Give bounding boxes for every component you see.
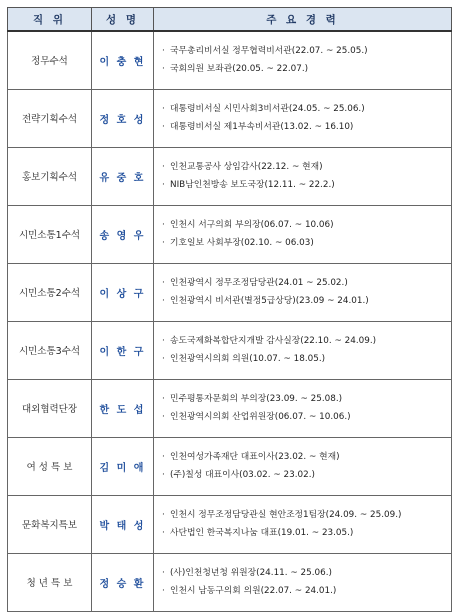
bullet-icon: ·: [162, 336, 165, 346]
table-row: [8, 205, 452, 263]
career-item: [162, 524, 451, 542]
career-text: 인천시 남동구의회 의원(22.07. ~ 24.01.): [170, 586, 337, 596]
bullet-icon: ·: [162, 354, 165, 364]
career-cell: [154, 89, 452, 147]
career-text: 인천시 정무조정담당관실 현안조정1팀장(24.09. ~ 25.09.): [170, 510, 402, 520]
bullet-icon: ·: [162, 394, 165, 404]
bullet-icon: ·: [162, 470, 165, 480]
header-position: 직 위: [8, 8, 92, 32]
career-cell: [154, 379, 452, 437]
bullet-icon: ·: [162, 238, 165, 248]
table-row: [8, 263, 452, 321]
table-body: [8, 31, 452, 611]
officials-table: [7, 7, 452, 612]
career-text: 인천광역시 비서관(별정5급상당)(23.09 ~ 24.01.): [170, 296, 369, 306]
table-row: [8, 437, 452, 495]
career-cell: [154, 31, 452, 89]
career-text: 국무총리비서실 정무협력비서관(22.07. ~ 25.05.): [170, 46, 368, 57]
table-row: [8, 321, 452, 379]
name-cell: 이 한 구: [92, 321, 154, 379]
career-item: [162, 448, 451, 466]
career-item: [162, 292, 451, 310]
career-item: [162, 60, 451, 78]
career-cell: [154, 263, 452, 321]
table-row: [8, 89, 452, 147]
position-cell: 대외협력단장: [8, 379, 92, 437]
bullet-icon: ·: [162, 296, 165, 306]
bullet-icon: ·: [162, 510, 165, 520]
career-text: 인천교통공사 상임감사(22.12. ~ 현재): [170, 162, 323, 172]
career-cell: [154, 321, 452, 379]
bullet-icon: ·: [162, 46, 165, 57]
career-text: NIB남인천방송 보도국장(12.11. ~ 22.2.): [170, 180, 335, 190]
career-item: [162, 100, 451, 118]
header-career: 주 요 경 력: [154, 8, 452, 32]
name-cell: 정 호 성: [92, 89, 154, 147]
table-header: [8, 8, 452, 32]
career-text: 민주평통자문회의 부의장(23.09. ~ 25.08.): [170, 394, 343, 404]
position-cell: 홍보기획수석: [8, 147, 92, 205]
bullet-icon: ·: [162, 64, 165, 75]
career-item: [162, 158, 451, 176]
career-item: [162, 332, 451, 350]
career-cell: [154, 495, 452, 553]
table-row: [8, 147, 452, 205]
position-cell: 전략기획수석: [8, 89, 92, 147]
career-cell: [154, 205, 452, 263]
career-item: [162, 118, 451, 136]
career-text: 사단법인 한국복지나눔 대표(19.01. ~ 23.05.): [170, 528, 354, 538]
career-item: [162, 274, 451, 292]
career-item: [162, 564, 451, 582]
bullet-icon: ·: [162, 528, 165, 538]
name-cell: 박 태 성: [92, 495, 154, 553]
bullet-icon: ·: [162, 220, 165, 230]
position-cell: 시민소통3수석: [8, 321, 92, 379]
header-name: 성 명: [92, 8, 154, 32]
position-cell: 문화복지특보: [8, 495, 92, 553]
officials-table-container: [7, 7, 451, 612]
career-item: [162, 390, 451, 408]
position-cell: 시민소통2수석: [8, 263, 92, 321]
bullet-icon: ·: [162, 412, 165, 422]
career-text: 국회의원 보좌관(20.05. ~ 22.07.): [170, 64, 309, 75]
career-text: 인천광역시의회 의원(10.07. ~ 18.05.): [170, 354, 326, 364]
career-item: [162, 42, 451, 60]
bullet-icon: ·: [162, 122, 165, 132]
career-text: 인천광역시 정무조정담당관(24.01 ~ 25.02.): [170, 278, 348, 288]
name-cell: 김 미 애: [92, 437, 154, 495]
header-row: [8, 8, 452, 32]
career-text: 기호일보 사회부장(02.10. ~ 06.03): [170, 238, 314, 248]
name-cell: 한 도 섭: [92, 379, 154, 437]
career-item: [162, 216, 451, 234]
career-text: 대통령비서실 시민사회3비서관(24.05. ~ 25.06.): [170, 104, 365, 114]
name-cell: 이 충 현: [92, 31, 154, 89]
career-text: 인천여성가족재단 대표이사(23.02. ~ 현재): [170, 452, 340, 462]
position-cell: 정무수석: [8, 31, 92, 89]
career-cell: [154, 437, 452, 495]
career-text: 송도국제화복합단지개발 감사실장(22.10. ~ 24.09.): [170, 336, 377, 346]
bullet-icon: ·: [162, 452, 165, 462]
position-cell: 여 성 특 보: [8, 437, 92, 495]
career-item: [162, 408, 451, 426]
career-cell: [154, 553, 452, 611]
career-item: [162, 350, 451, 368]
career-item: [162, 466, 451, 484]
table-row: [8, 553, 452, 611]
name-cell: 유 중 호: [92, 147, 154, 205]
career-item: [162, 234, 451, 252]
bullet-icon: ·: [162, 180, 165, 190]
career-text: (사)인천청년청 위원장(24.11. ~ 25.06.): [170, 568, 332, 578]
career-item: [162, 582, 451, 600]
name-cell: 송 영 우: [92, 205, 154, 263]
bullet-icon: ·: [162, 278, 165, 288]
career-text: 대통령비서실 제1부속비서관(13.02. ~ 16.10): [170, 122, 354, 132]
career-item: [162, 506, 451, 524]
career-text: (주)칠성 대표이사(03.02. ~ 23.02.): [170, 470, 315, 480]
table-row: [8, 379, 452, 437]
table-row: [8, 31, 452, 89]
career-text: 인천시 서구의회 부의장(06.07. ~ 10.06): [170, 220, 334, 230]
name-cell: 정 승 환: [92, 553, 154, 611]
career-item: [162, 176, 451, 194]
bullet-icon: ·: [162, 568, 165, 578]
bullet-icon: ·: [162, 104, 165, 114]
career-text: 인천광역시의회 산업위원장(06.07. ~ 10.06.): [170, 412, 351, 422]
career-cell: [154, 147, 452, 205]
name-cell: 이 상 구: [92, 263, 154, 321]
table-row: [8, 495, 452, 553]
bullet-icon: ·: [162, 162, 165, 172]
bullet-icon: ·: [162, 586, 165, 596]
position-cell: 시민소통1수석: [8, 205, 92, 263]
position-cell: 청 년 특 보: [8, 553, 92, 611]
